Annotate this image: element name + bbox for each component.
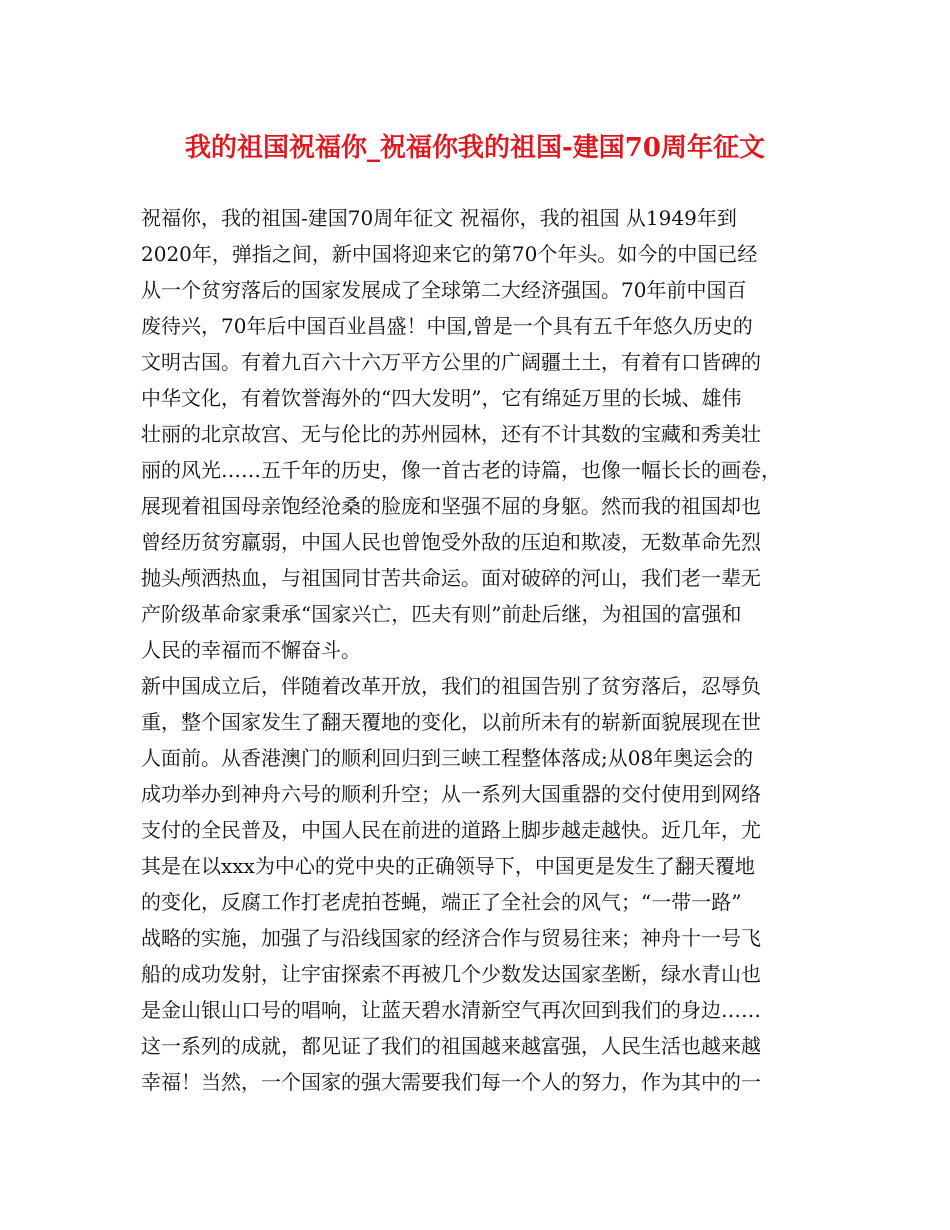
body-line: 丽的风光……五千年的历史，像一首古老的诗篇，也像一幅长长的画卷， bbox=[141, 458, 781, 482]
body-line: 重，整个国家发生了翻天覆地的变化，以前所未有的崭新面貌展现在世 bbox=[141, 710, 761, 734]
body-line: 祝福你，我的祖国-建国70周年征文 祝福你，我的祖国 从1949年到 bbox=[141, 206, 737, 230]
body-line: 从一个贫穷落后的国家发展成了全球第二大经济强国。70年前中国百 bbox=[141, 278, 747, 302]
body-line: 人面前。从香港澳门的顺利回归到三峡工程整体落成;从08年奥运会的 bbox=[141, 746, 754, 770]
body-line: 幸福！当然，一个国家的强大需要我们每一个人的努力，作为其中的一 bbox=[141, 1070, 761, 1094]
body-line: 其是在以xxx为中心的党中央的正确领导下，中国更是发生了翻天覆地 bbox=[141, 854, 755, 878]
body-line: 展现着祖国母亲饱经沧桑的脸庞和坚强不屈的身躯。然而我的祖国却也 bbox=[141, 494, 761, 518]
body-line: 产阶级革命家秉承“国家兴亡，匹夫有则”前赴后继，为祖国的富强和 bbox=[141, 602, 742, 626]
body-line: 文明古国。有着九百六十六万平方公里的广阔疆土土，有着有口皆碑的 bbox=[141, 350, 761, 374]
body-line: 废待兴，70年后中国百业昌盛！中国,曾是一个具有五千年悠久历史的 bbox=[141, 314, 753, 338]
document-body bbox=[141, 200, 821, 1100]
body-line: 这一系列的成就，都见证了我们的祖国越来越富强，人民生活也越来越 bbox=[141, 1034, 761, 1058]
body-line: 成功举办到神舟六号的顺利升空；从一系列大国重器的交付使用到网络 bbox=[141, 782, 761, 806]
body-line: 曾经历贫穷羸弱，中国人民也曾饱受外敌的压迫和欺凌，无数革命先烈 bbox=[141, 530, 761, 554]
body-line: 的变化，反腐工作打老虎拍苍蝇，端正了全社会的风气；“一带一路” bbox=[141, 890, 742, 914]
body-line: 中华文化，有着饮誉海外的“四大发明”，它有绵延万里的长城、雄伟 bbox=[141, 386, 742, 410]
body-line: 是金山银山口号的唱响，让蓝天碧水清新空气再次回到我们的身边…… bbox=[141, 998, 761, 1022]
body-line: 支付的全民普及，中国人民在前进的道路上脚步越走越快。近几年，尤 bbox=[141, 818, 761, 842]
body-line: 抛头颅洒热血，与祖国同甘苦共命运。面对破碎的河山，我们老一辈无 bbox=[141, 566, 761, 590]
body-line: 新中国成立后，伴随着改革开放，我们的祖国告别了贫穷落后，忍辱负 bbox=[141, 674, 761, 698]
body-line: 2020年，弹指之间，新中国将迎来它的第70个年头。如今的中国已经 bbox=[141, 242, 758, 266]
document-title: 我的祖国祝福你_祝福你我的祖国-建国70周年征文 bbox=[185, 133, 765, 163]
body-line: 战略的实施，加强了与沿线国家的经济合作与贸易往来；神舟十一号飞 bbox=[141, 926, 761, 950]
body-line: 人民的幸福而不懈奋斗。 bbox=[141, 638, 361, 662]
body-line: 船的成功发射，让宇宙探索不再被几个少数发达国家垄断，绿水青山也 bbox=[141, 962, 761, 986]
body-line: 壮丽的北京故宫、无与伦比的苏州园林，还有不计其数的宝藏和秀美壮 bbox=[141, 422, 761, 446]
